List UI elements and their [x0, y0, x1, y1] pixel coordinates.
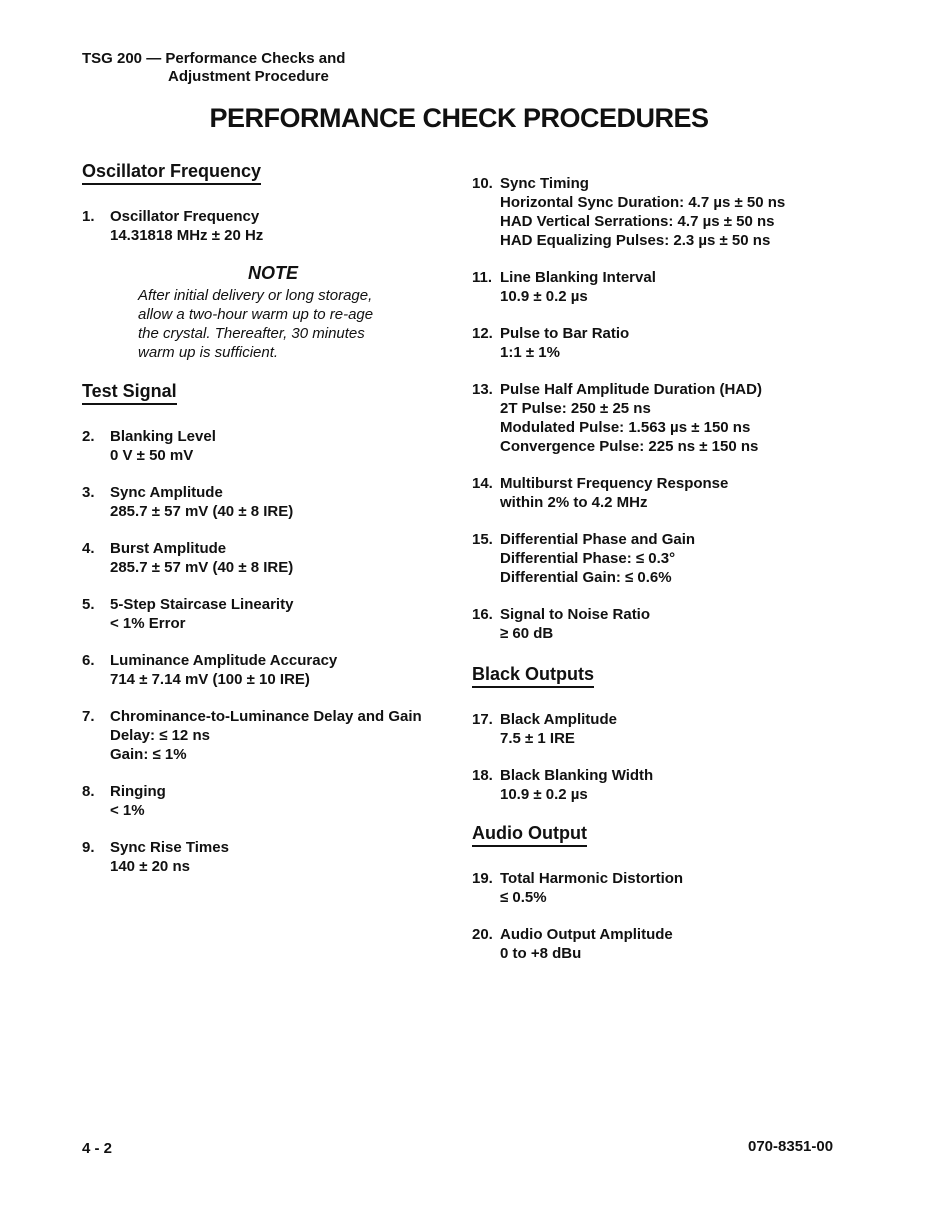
item-title: Sync Rise Times [110, 839, 229, 856]
item-number: 2. [82, 428, 95, 445]
item-title: Audio Output Amplitude [500, 926, 673, 943]
note-title: NOTE [247, 263, 298, 283]
item-spec: 714 ± 7.14 mV (100 ± 10 IRE) [110, 671, 310, 688]
item-body [110, 707, 422, 764]
page-number: 4 - 2 [82, 1140, 113, 1157]
section-heading-oscillator: Oscillator Frequency [82, 160, 261, 185]
item-title: Line Blanking Interval [500, 269, 656, 286]
check-item [472, 268, 892, 306]
item-spec: ≥ 60 dB [500, 625, 554, 642]
item-number: 9. [82, 839, 95, 856]
item-title: Blanking Level [110, 428, 216, 445]
item-number: 11. [472, 269, 493, 286]
item-spec: Delay: ≤ 12 ns [110, 727, 210, 744]
check-item [82, 539, 462, 577]
item-number: 8. [82, 783, 95, 800]
item-number: 4. [82, 540, 95, 557]
item-number: 1. [82, 208, 95, 225]
item-spec: 10.9 ± 0.2 µs [500, 288, 588, 305]
item-number: 17. [472, 711, 493, 728]
item-body [110, 207, 263, 245]
item-spec: Differential Gain: ≤ 0.6% [500, 569, 672, 586]
right-column [472, 174, 892, 981]
check-item [472, 925, 892, 963]
item-body [110, 838, 229, 876]
item-spec: 14.31818 MHz ± 20 Hz [110, 227, 264, 244]
item-spec: 0 to +8 dBu [500, 945, 582, 962]
check-item [82, 483, 462, 521]
item-title: Pulse to Bar Ratio [500, 325, 630, 342]
check-item [82, 207, 462, 245]
header-line-2: Adjustment Procedure [168, 68, 329, 85]
item-number: 13. [472, 381, 493, 398]
note-line: allow a two-hour warm up to re-age [138, 306, 374, 323]
item-number: 6. [82, 652, 95, 669]
item-spec: HAD Equalizing Pulses: 2.3 µs ± 50 ns [500, 232, 771, 249]
item-spec: ≤ 0.5% [500, 889, 547, 906]
item-body [500, 766, 653, 804]
check-item [82, 782, 462, 820]
item-spec: < 1% Error [110, 615, 186, 632]
check-item [82, 595, 462, 633]
item-title: Oscillator Frequency [110, 208, 260, 225]
note-line: warm up is sufficient. [138, 344, 279, 361]
section-heading-black-outputs: Black Outputs [472, 663, 594, 688]
item-spec: 140 ± 20 ns [110, 858, 190, 875]
item-spec: 285.7 ± 57 mV (40 ± 8 IRE) [110, 559, 294, 576]
item-spec: Horizontal Sync Duration: 4.7 µs ± 50 ns [500, 194, 786, 211]
item-body [110, 782, 166, 820]
item-body [500, 925, 673, 963]
note-line: After initial delivery or long storage, [138, 287, 373, 304]
item-spec: 1:1 ± 1% [500, 344, 560, 361]
item-number: 19. [472, 870, 493, 887]
item-body [500, 324, 629, 362]
document-header [82, 50, 345, 86]
check-item [472, 174, 892, 250]
check-item [472, 869, 892, 907]
item-spec: < 1% [110, 802, 145, 819]
item-title: Multiburst Frequency Response [500, 475, 729, 492]
item-body [500, 268, 656, 306]
check-item [472, 766, 892, 804]
item-number: 15. [472, 531, 493, 548]
item-title: Sync Timing [500, 175, 589, 192]
item-spec: Convergence Pulse: 225 ns ± 150 ns [500, 438, 759, 455]
page-title: PERFORMANCE CHECK PROCEDURES [209, 103, 709, 133]
item-number: 10. [472, 175, 493, 192]
section-heading-test-signal: Test Signal [82, 380, 177, 405]
check-item [82, 427, 462, 465]
check-item [472, 380, 892, 456]
item-spec: Modulated Pulse: 1.563 µs ± 150 ns [500, 419, 751, 436]
item-title: Differential Phase and Gain [500, 531, 696, 548]
left-column [82, 160, 462, 894]
item-body [110, 427, 216, 465]
item-title: Sync Amplitude [110, 484, 223, 501]
item-body [110, 595, 293, 633]
item-number: 7. [82, 708, 95, 725]
section-heading-audio-output: Audio Output [472, 822, 587, 847]
document-number: 070-8351-00 [748, 1138, 834, 1155]
item-title: Pulse Half Amplitude Duration (HAD) [500, 381, 762, 398]
item-spec: 2T Pulse: 250 ± 25 ns [500, 400, 651, 417]
item-body [110, 651, 337, 689]
item-spec: 7.5 ± 1 IRE [500, 730, 575, 747]
item-number: 12. [472, 325, 493, 342]
check-item [82, 651, 462, 689]
item-body [500, 174, 785, 250]
item-body [500, 869, 683, 907]
item-title: Black Amplitude [500, 711, 617, 728]
item-body [110, 483, 293, 521]
item-title: Total Harmonic Distortion [500, 870, 684, 887]
item-title: Chrominance-to-Luminance Delay and Gain [110, 708, 422, 725]
item-number: 14. [472, 475, 493, 492]
item-body [500, 474, 728, 512]
item-body [500, 710, 617, 748]
check-item [472, 530, 892, 587]
item-title: 5-Step Staircase Linearity [110, 596, 294, 613]
item-number: 18. [472, 767, 493, 784]
item-spec: 10.9 ± 0.2 µs [500, 786, 588, 803]
item-number: 20. [472, 926, 493, 943]
check-item [472, 710, 892, 748]
item-spec: HAD Vertical Serrations: 4.7 µs ± 50 ns [500, 213, 775, 230]
check-item [82, 838, 462, 876]
item-body [500, 380, 762, 456]
item-number: 3. [82, 484, 95, 501]
header-line-1: TSG 200 — Performance Checks and [82, 50, 346, 67]
item-body [500, 530, 695, 587]
note-line: the crystal. Thereafter, 30 minutes [138, 325, 365, 342]
item-title: Ringing [110, 783, 166, 800]
check-item [472, 474, 892, 512]
check-item [82, 707, 462, 764]
item-spec: 285.7 ± 57 mV (40 ± 8 IRE) [110, 503, 294, 520]
item-number: 16. [472, 606, 493, 623]
item-title: Black Blanking Width [500, 767, 654, 784]
item-body [500, 605, 650, 643]
item-spec: Differential Phase: ≤ 0.3° [500, 550, 676, 567]
check-item [472, 324, 892, 362]
item-title: Signal to Noise Ratio [500, 606, 651, 623]
item-title: Luminance Amplitude Accuracy [110, 652, 338, 669]
check-item [472, 605, 892, 643]
item-body [110, 539, 293, 577]
item-title: Burst Amplitude [110, 540, 227, 557]
item-number: 5. [82, 596, 95, 613]
note-box [138, 263, 462, 362]
item-spec: within 2% to 4.2 MHz [500, 494, 648, 511]
item-spec: 0 V ± 50 mV [110, 447, 194, 464]
item-spec: Gain: ≤ 1% [110, 746, 187, 763]
